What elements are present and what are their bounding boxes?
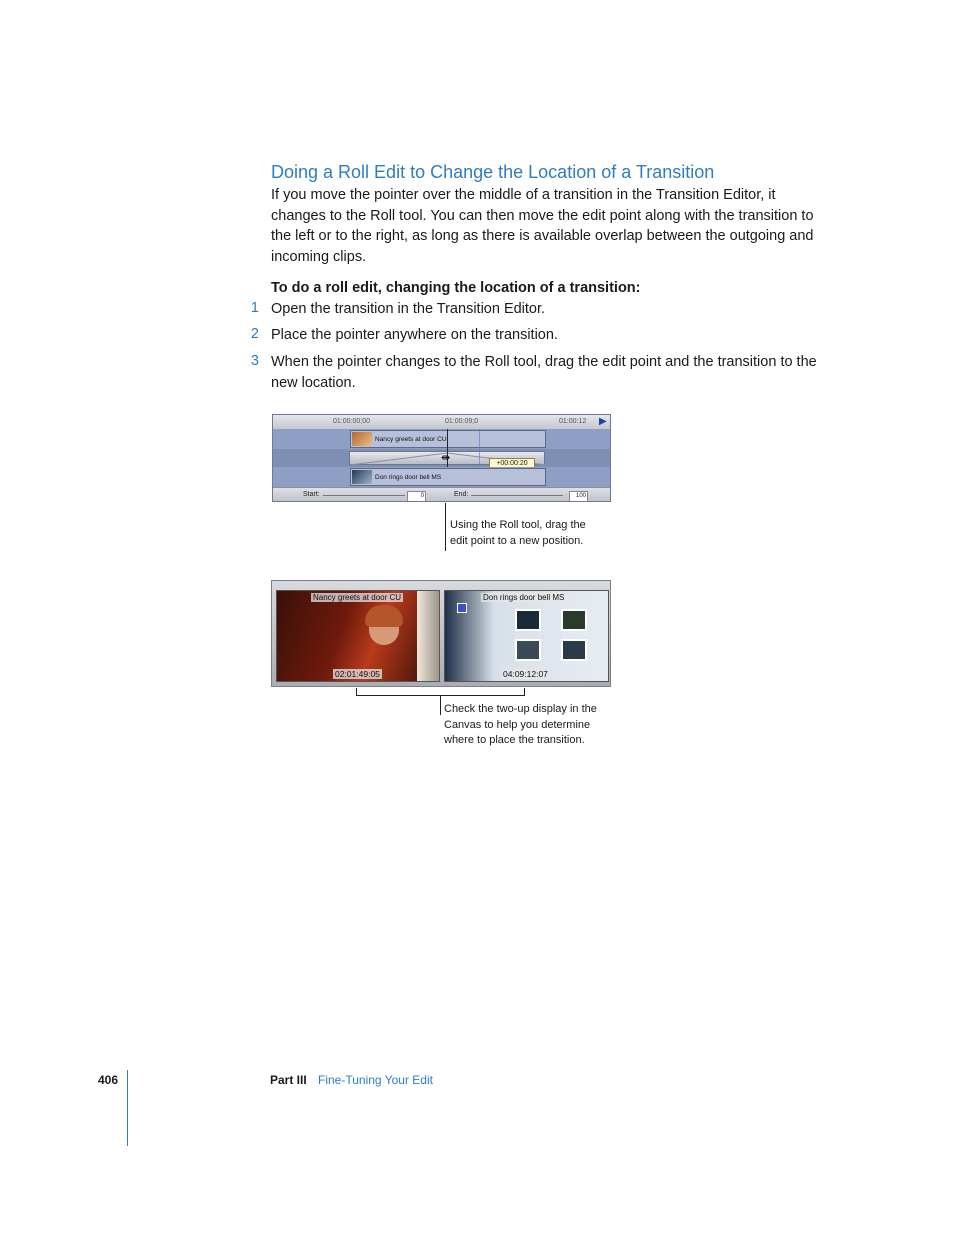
outgoing-track bbox=[273, 429, 610, 449]
incoming-frame bbox=[444, 590, 609, 682]
canvas-two-up-screenshot bbox=[271, 580, 611, 687]
callout-line bbox=[445, 503, 446, 551]
transition-controls-bar bbox=[273, 487, 610, 502]
incoming-track bbox=[273, 467, 610, 487]
roll-tool-cursor-icon: ⇼ bbox=[441, 452, 451, 464]
procedure-title: To do a roll edit, changing the location of a transition: bbox=[271, 280, 641, 296]
outgoing-clip-label: Nancy greets at door CU bbox=[375, 435, 447, 443]
start-value-field[interactable]: 0 bbox=[407, 491, 426, 502]
step-number-3: 3 bbox=[250, 353, 259, 369]
footer-rule bbox=[127, 1070, 128, 1146]
clip-thumbnail-icon bbox=[352, 470, 372, 484]
step-number-2: 2 bbox=[250, 326, 259, 342]
outgoing-timecode: 02:01:49:05 bbox=[335, 669, 380, 679]
figure1-caption: Using the Roll tool, drag the edit point to a new position. bbox=[450, 519, 586, 547]
clip-thumbnail-icon bbox=[352, 432, 372, 446]
end-value-field[interactable]: 100 bbox=[569, 491, 588, 502]
step-text-3: When the pointer changes to the Roll tool, drag the edit point and the transition to the new location. bbox=[271, 354, 817, 391]
step-text-2: Place the pointer anywhere on the transition. bbox=[271, 327, 558, 343]
incoming-timecode: 04:09:12:07 bbox=[503, 669, 548, 679]
figure2-caption: Check the two-up display in the Canvas to help you determine where to place the transition. bbox=[444, 703, 597, 746]
incoming-clip[interactable] bbox=[350, 468, 546, 486]
end-label: End: bbox=[454, 491, 469, 498]
timecode-ruler bbox=[273, 415, 610, 430]
outgoing-frame-label: Nancy greets at door CU bbox=[313, 593, 402, 602]
end-slider[interactable] bbox=[471, 495, 563, 496]
ruler-timecode-2: 01:00:09;0 bbox=[445, 418, 479, 425]
outgoing-frame bbox=[276, 590, 440, 682]
ruler-timecode-1: 01:00:00;00 bbox=[333, 418, 370, 425]
callout-line bbox=[440, 695, 441, 715]
incoming-clip-label: Don rings door bell MS bbox=[375, 473, 442, 481]
transition-editor-screenshot bbox=[272, 414, 611, 502]
start-slider[interactable] bbox=[323, 495, 405, 496]
offset-tooltip: +00:00:20 bbox=[489, 458, 535, 471]
intro-paragraph: If you move the pointer over the middle of a transition in the Transition Editor, it changes to the Roll tool. You can then move the edit point along with the transition to the left or to the right, as long as there is available overlap between the outgoing and incoming clips. bbox=[271, 187, 814, 265]
step-number-1: 1 bbox=[250, 300, 259, 316]
incoming-frame-label: Don rings door bell MS bbox=[483, 593, 565, 602]
step-text-1: Open the transition in the Transition Editor. bbox=[271, 301, 546, 317]
end-marker-icon: ▶ bbox=[599, 416, 607, 427]
edit-marker-icon bbox=[457, 603, 467, 613]
outgoing-clip[interactable] bbox=[350, 430, 546, 448]
page-number: 406 bbox=[98, 1073, 119, 1087]
start-label: Start: bbox=[303, 491, 320, 498]
ruler-timecode-3: 01:00:12 bbox=[559, 418, 587, 425]
part-title: Fine-Tuning Your Edit bbox=[318, 1073, 433, 1087]
part-label: Part III bbox=[270, 1073, 307, 1087]
section-heading: Doing a Roll Edit to Change the Location of a Transition bbox=[271, 162, 715, 182]
